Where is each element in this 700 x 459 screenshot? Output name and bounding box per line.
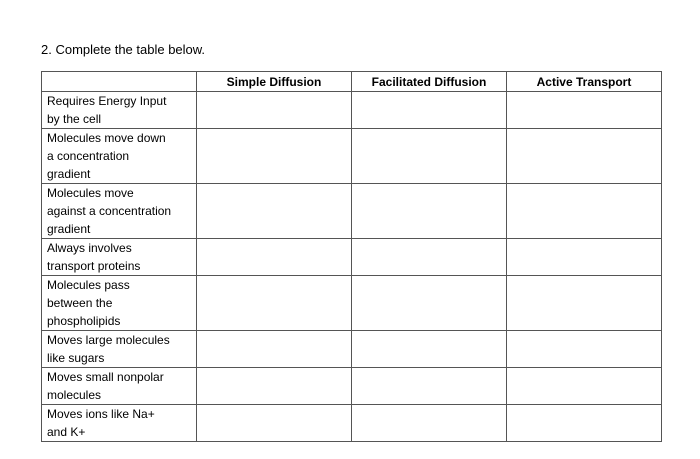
row-label-ions (42, 405, 197, 442)
row-label-transport-proteins (42, 239, 197, 276)
answer-cell-facilitated-diffusion[interactable] (352, 129, 507, 184)
answer-cell-active-transport[interactable] (507, 129, 662, 184)
answer-cell-simple-diffusion[interactable] (197, 405, 352, 442)
table-row (42, 92, 662, 129)
table-row (42, 129, 662, 184)
row-label-between-phospholipids (42, 276, 197, 331)
answer-cell-facilitated-diffusion[interactable] (352, 405, 507, 442)
answer-cell-facilitated-diffusion[interactable] (352, 276, 507, 331)
answer-cell-facilitated-diffusion[interactable] (352, 92, 507, 129)
row-label-line: Moves large molecules (47, 333, 170, 347)
row-label-line: Moves ions like Na+ (47, 407, 155, 421)
row-label-line: molecules (47, 388, 102, 402)
header-corner-cell (42, 72, 197, 92)
header-row (42, 72, 662, 92)
table-row (42, 405, 662, 442)
row-label-line: Moves small nonpolar (47, 370, 164, 384)
question-prompt: 2. Complete the table below. (41, 42, 206, 57)
row-label-line: Requires Energy Input (47, 94, 167, 108)
table-row (42, 368, 662, 405)
answer-cell-simple-diffusion[interactable] (197, 92, 352, 129)
row-label-small-nonpolar (42, 368, 197, 405)
comparison-table (41, 71, 662, 442)
row-label-against-gradient (42, 184, 197, 239)
answer-cell-active-transport[interactable] (507, 276, 662, 331)
answer-cell-active-transport[interactable] (507, 368, 662, 405)
answer-cell-active-transport[interactable] (507, 331, 662, 368)
row-label-line: against a concentration (47, 204, 172, 218)
row-label-line: a concentration (47, 149, 130, 163)
answer-cell-active-transport[interactable] (507, 92, 662, 129)
row-label-line: Molecules pass (47, 278, 130, 292)
answer-cell-simple-diffusion[interactable] (197, 331, 352, 368)
answer-cell-simple-diffusion[interactable] (197, 184, 352, 239)
row-label-energy-input (42, 92, 197, 129)
answer-cell-active-transport[interactable] (507, 184, 662, 239)
table-row (42, 184, 662, 239)
answer-cell-facilitated-diffusion[interactable] (352, 368, 507, 405)
column-header-simple-diffusion: Simple Diffusion (197, 72, 352, 92)
answer-cell-active-transport[interactable] (507, 239, 662, 276)
answer-cell-facilitated-diffusion[interactable] (352, 239, 507, 276)
row-label-line: gradient (47, 167, 91, 181)
row-label-down-gradient (42, 129, 197, 184)
table-row (42, 239, 662, 276)
row-label-line: Molecules move (47, 186, 134, 200)
row-label-line: between the (47, 296, 113, 310)
answer-cell-facilitated-diffusion[interactable] (352, 331, 507, 368)
row-label-line: phospholipids (47, 314, 121, 328)
column-header-facilitated-diffusion: Facilitated Diffusion (352, 72, 507, 92)
row-label-line: Molecules move down (47, 131, 166, 145)
row-label-line: Always involves (47, 241, 132, 255)
answer-cell-simple-diffusion[interactable] (197, 239, 352, 276)
row-label-line: and K+ (47, 425, 86, 439)
answer-cell-simple-diffusion[interactable] (197, 276, 352, 331)
row-label-line: by the cell (47, 112, 102, 126)
answer-cell-active-transport[interactable] (507, 405, 662, 442)
row-label-line: gradient (47, 222, 91, 236)
answer-cell-simple-diffusion[interactable] (197, 129, 352, 184)
table-row (42, 331, 662, 368)
column-header-active-transport: Active Transport (507, 72, 662, 92)
row-label-line: like sugars (47, 351, 105, 365)
row-label-large-molecules (42, 331, 197, 368)
table-row (42, 276, 662, 331)
answer-cell-simple-diffusion[interactable] (197, 368, 352, 405)
row-label-line: transport proteins (47, 259, 141, 273)
answer-cell-facilitated-diffusion[interactable] (352, 184, 507, 239)
